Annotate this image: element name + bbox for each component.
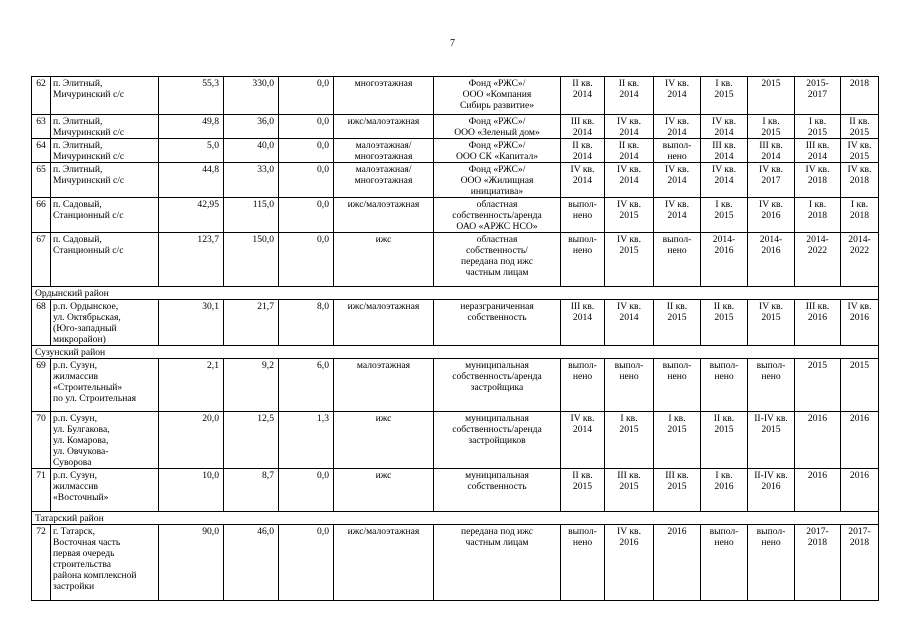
- cell-stage-5: I кв. 2015: [748, 115, 795, 139]
- cell-value-c: 0,0: [279, 525, 334, 601]
- cell-stage-7: 2017- 2018: [841, 525, 879, 601]
- cell-area-ha: 20,0: [159, 412, 224, 469]
- cell-stage-7: 2014- 2022: [841, 233, 879, 287]
- cell-stage-7: IV кв. 2016: [841, 300, 879, 346]
- cell-stage-6: III кв. 2014: [795, 139, 841, 163]
- cell-stage-6: 2016: [795, 469, 841, 512]
- cell-ownership: Фонд «РЖС»/ ООО СК «Капитал»: [434, 139, 561, 163]
- cell-value-c: 0,0: [279, 115, 334, 139]
- cell-stage-6: I кв. 2015: [795, 115, 841, 139]
- cell-stage-3: выпол- нено: [654, 233, 701, 287]
- cell-stage-6: 2015: [795, 359, 841, 412]
- cell-stage-2: I кв. 2015: [605, 412, 654, 469]
- district-section-row: [32, 512, 879, 525]
- table-row: [32, 198, 879, 233]
- cell-stage-6: 2014- 2022: [795, 233, 841, 287]
- cell-stage-4: выпол- нено: [701, 525, 748, 601]
- cell-row-number: 69: [32, 359, 51, 412]
- cell-stage-1: III кв. 2014: [561, 300, 605, 346]
- cell-stage-4: III кв. 2014: [701, 139, 748, 163]
- cell-area-ha: 2,1: [159, 359, 224, 412]
- table-row: [32, 525, 879, 601]
- district-name: Ордынский район: [32, 287, 879, 300]
- cell-location: п. Элитный, Мичуринский с/с: [51, 77, 159, 115]
- cell-stage-5: IV кв. 2016: [748, 198, 795, 233]
- cell-location: п. Садовый, Станционный с/с: [51, 198, 159, 233]
- cell-housing-area: 46,0: [224, 525, 279, 601]
- cell-stage-7: 2018: [841, 77, 879, 115]
- cell-ownership: муниципальная собственность/аренда застройщика: [434, 359, 561, 412]
- cell-stage-4: II кв. 2015: [701, 412, 748, 469]
- cell-ownership: Фонд «РЖС»/ ООО «Зеленый дом»: [434, 115, 561, 139]
- district-name: Сузунский район: [32, 346, 879, 359]
- cell-housing-area: 21,7: [224, 300, 279, 346]
- cell-value-c: 0,0: [279, 163, 334, 198]
- table-row: [32, 115, 879, 139]
- cell-value-c: 0,0: [279, 139, 334, 163]
- cell-ownership: неразграниченная собственность: [434, 300, 561, 346]
- cell-stage-4: выпол- нено: [701, 359, 748, 412]
- district-name: Татарский район: [32, 512, 879, 525]
- cell-building-type: ижс/малоэтажная: [334, 198, 434, 233]
- cell-building-type: ижс: [334, 233, 434, 287]
- cell-row-number: 62: [32, 77, 51, 115]
- cell-row-number: 72: [32, 525, 51, 601]
- cell-stage-5: выпол- нено: [748, 359, 795, 412]
- land-plots-table: [31, 76, 879, 601]
- cell-stage-5: 2015: [748, 77, 795, 115]
- cell-stage-6: 2015- 2017: [795, 77, 841, 115]
- cell-stage-3: IV кв. 2014: [654, 115, 701, 139]
- table-row: [32, 163, 879, 198]
- cell-stage-2: IV кв. 2015: [605, 233, 654, 287]
- cell-stage-1: выпол- нено: [561, 359, 605, 412]
- cell-stage-5: III кв. 2014: [748, 139, 795, 163]
- district-section-row: [32, 346, 879, 359]
- cell-stage-5: II-IV кв. 2015: [748, 412, 795, 469]
- cell-area-ha: 30,1: [159, 300, 224, 346]
- cell-ownership: муниципальная собственность: [434, 469, 561, 512]
- cell-ownership: передана под ижс частным лицам: [434, 525, 561, 601]
- cell-stage-5: IV кв. 2015: [748, 300, 795, 346]
- table-row: [32, 233, 879, 287]
- cell-housing-area: 8,7: [224, 469, 279, 512]
- cell-stage-1: IV кв. 2014: [561, 412, 605, 469]
- cell-row-number: 64: [32, 139, 51, 163]
- cell-stage-4: II кв. 2015: [701, 300, 748, 346]
- cell-area-ha: 10,0: [159, 469, 224, 512]
- cell-building-type: ижс: [334, 469, 434, 512]
- table-row: [32, 359, 879, 412]
- cell-ownership: муниципальная собственность/аренда застройщиков: [434, 412, 561, 469]
- cell-stage-5: IV кв. 2017: [748, 163, 795, 198]
- cell-stage-1: выпол- нено: [561, 525, 605, 601]
- district-section-row: [32, 287, 879, 300]
- cell-row-number: 65: [32, 163, 51, 198]
- cell-ownership: Фонд «РЖС»/ ООО «Жилищная инициатива»: [434, 163, 561, 198]
- cell-stage-1: II кв. 2014: [561, 139, 605, 163]
- cell-stage-1: III кв. 2014: [561, 115, 605, 139]
- table-row: [32, 412, 879, 469]
- cell-area-ha: 90,0: [159, 525, 224, 601]
- cell-stage-4: IV кв. 2014: [701, 163, 748, 198]
- cell-area-ha: 49,8: [159, 115, 224, 139]
- cell-value-c: 0,0: [279, 469, 334, 512]
- cell-stage-6: IV кв. 2018: [795, 163, 841, 198]
- cell-value-c: 0,0: [279, 233, 334, 287]
- cell-row-number: 67: [32, 233, 51, 287]
- cell-location: п. Элитный, Мичуринский с/с: [51, 139, 159, 163]
- cell-area-ha: 5,0: [159, 139, 224, 163]
- cell-row-number: 63: [32, 115, 51, 139]
- cell-stage-4: I кв. 2016: [701, 469, 748, 512]
- page-number: 7: [450, 38, 455, 49]
- cell-stage-7: IV кв. 2018: [841, 163, 879, 198]
- cell-ownership: областная собственность/ передана под ижс частным лицам: [434, 233, 561, 287]
- cell-building-type: ижс: [334, 412, 434, 469]
- cell-housing-area: 9,2: [224, 359, 279, 412]
- table-row: [32, 139, 879, 163]
- cell-stage-6: III кв. 2016: [795, 300, 841, 346]
- cell-row-number: 66: [32, 198, 51, 233]
- cell-stage-6: I кв. 2018: [795, 198, 841, 233]
- cell-area-ha: 123,7: [159, 233, 224, 287]
- table-row: [32, 77, 879, 115]
- cell-location: г. Татарск, Восточная часть первая очередь строительства района комплексной застройки: [51, 525, 159, 601]
- cell-housing-area: 40,0: [224, 139, 279, 163]
- cell-stage-5: II-IV кв. 2016: [748, 469, 795, 512]
- cell-stage-2: выпол- нено: [605, 359, 654, 412]
- cell-building-type: ижс/малоэтажная: [334, 115, 434, 139]
- cell-stage-3: III кв. 2015: [654, 469, 701, 512]
- cell-housing-area: 12,5: [224, 412, 279, 469]
- cell-stage-2: IV кв. 2016: [605, 525, 654, 601]
- cell-location: р.п. Сузун, жилмассив «Восточный»: [51, 469, 159, 512]
- cell-stage-3: выпол- нено: [654, 359, 701, 412]
- table-row: [32, 469, 879, 512]
- cell-location: р.п. Сузун, ул. Булгакова, ул. Комарова, ул. Овчукова- Суворова: [51, 412, 159, 469]
- cell-stage-7: II кв. 2015: [841, 115, 879, 139]
- cell-location: п. Элитный, Мичуринский с/с: [51, 163, 159, 198]
- cell-housing-area: 36,0: [224, 115, 279, 139]
- cell-area-ha: 44,8: [159, 163, 224, 198]
- cell-stage-3: IV кв. 2014: [654, 198, 701, 233]
- cell-stage-4: I кв. 2015: [701, 77, 748, 115]
- cell-housing-area: 150,0: [224, 233, 279, 287]
- cell-building-type: многоэтажная: [334, 77, 434, 115]
- cell-row-number: 68: [32, 300, 51, 346]
- cell-stage-5: 2014- 2016: [748, 233, 795, 287]
- cell-stage-2: II кв. 2014: [605, 139, 654, 163]
- cell-stage-1: IV кв. 2014: [561, 163, 605, 198]
- cell-stage-1: выпол- нено: [561, 233, 605, 287]
- cell-building-type: ижс/малоэтажная: [334, 525, 434, 601]
- cell-stage-2: IV кв. 2014: [605, 300, 654, 346]
- cell-building-type: малоэтажная: [334, 359, 434, 412]
- cell-stage-3: IV кв. 2014: [654, 163, 701, 198]
- cell-location: п. Садовый, Станционный с/с: [51, 233, 159, 287]
- cell-ownership: Фонд «РЖС»/ ООО «Компания Сибирь развитие»: [434, 77, 561, 115]
- table-row: [32, 300, 879, 346]
- cell-row-number: 71: [32, 469, 51, 512]
- cell-building-type: малоэтажная/ многоэтажная: [334, 139, 434, 163]
- cell-housing-area: 115,0: [224, 198, 279, 233]
- cell-location: р.п. Сузун, жилмассив «Строительный» по ул. Строительная: [51, 359, 159, 412]
- cell-stage-6: 2017- 2018: [795, 525, 841, 601]
- cell-stage-1: II кв. 2015: [561, 469, 605, 512]
- cell-location: р.п. Ордынское, ул. Октябрьская, (Юго-западный микрорайон): [51, 300, 159, 346]
- cell-stage-1: выпол- нено: [561, 198, 605, 233]
- cell-stage-4: IV кв. 2014: [701, 115, 748, 139]
- cell-stage-2: IV кв. 2015: [605, 198, 654, 233]
- cell-stage-2: IV кв. 2014: [605, 115, 654, 139]
- cell-stage-7: I кв. 2018: [841, 198, 879, 233]
- cell-housing-area: 330,0: [224, 77, 279, 115]
- cell-stage-5: выпол- нено: [748, 525, 795, 601]
- cell-stage-3: выпол- нено: [654, 139, 701, 163]
- cell-area-ha: 42,95: [159, 198, 224, 233]
- cell-stage-7: 2015: [841, 359, 879, 412]
- cell-stage-2: II кв. 2014: [605, 77, 654, 115]
- cell-area-ha: 55,3: [159, 77, 224, 115]
- cell-stage-1: II кв. 2014: [561, 77, 605, 115]
- cell-value-c: 1,3: [279, 412, 334, 469]
- cell-value-c: 0,0: [279, 77, 334, 115]
- cell-location: п. Элитный, Мичуринский с/с: [51, 115, 159, 139]
- cell-stage-6: 2016: [795, 412, 841, 469]
- cell-value-c: 6,0: [279, 359, 334, 412]
- cell-stage-2: IV кв. 2014: [605, 163, 654, 198]
- cell-housing-area: 33,0: [224, 163, 279, 198]
- cell-stage-3: 2016: [654, 525, 701, 601]
- cell-ownership: областная собственность/аренда ОАО «АРЖС НСО»: [434, 198, 561, 233]
- cell-stage-2: III кв. 2015: [605, 469, 654, 512]
- cell-building-type: малоэтажная/ многоэтажная: [334, 163, 434, 198]
- cell-row-number: 70: [32, 412, 51, 469]
- cell-stage-7: 2016: [841, 469, 879, 512]
- cell-value-c: 0,0: [279, 198, 334, 233]
- cell-stage-4: I кв. 2015: [701, 198, 748, 233]
- cell-stage-7: IV кв. 2015: [841, 139, 879, 163]
- cell-stage-7: 2016: [841, 412, 879, 469]
- cell-stage-3: IV кв. 2014: [654, 77, 701, 115]
- cell-building-type: ижс/малоэтажная: [334, 300, 434, 346]
- cell-stage-3: II кв. 2015: [654, 300, 701, 346]
- cell-stage-4: 2014- 2016: [701, 233, 748, 287]
- cell-value-c: 8,0: [279, 300, 334, 346]
- cell-stage-3: I кв. 2015: [654, 412, 701, 469]
